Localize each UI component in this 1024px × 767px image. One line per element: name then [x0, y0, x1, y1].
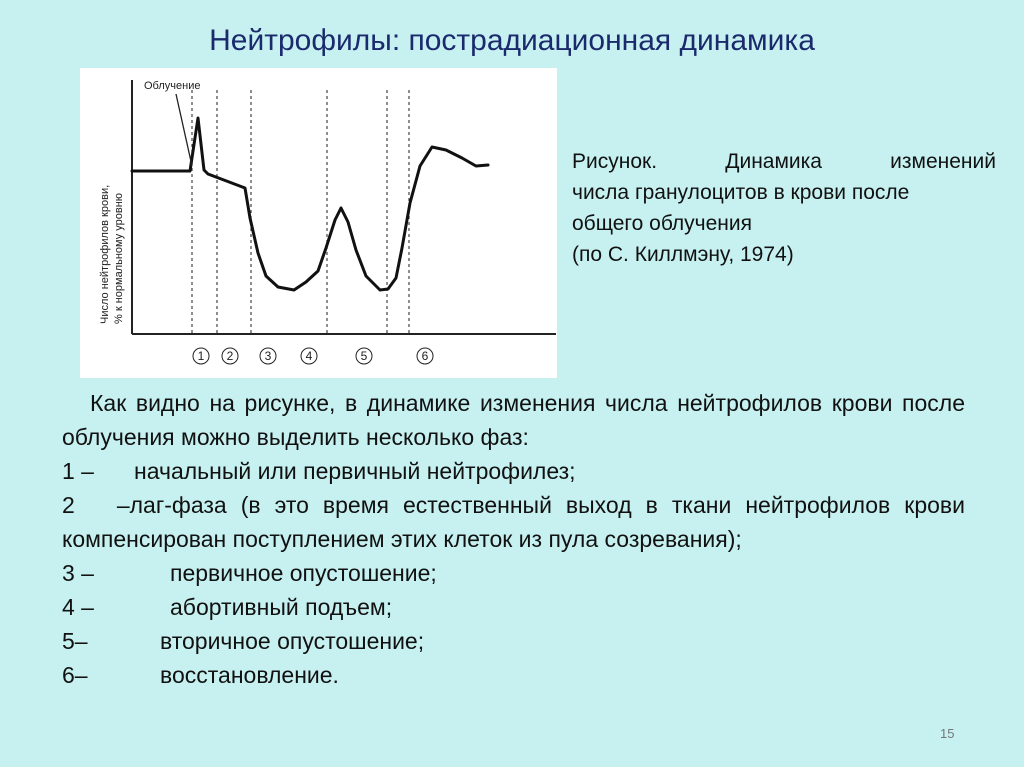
phase-marker-4: 4 [305, 349, 313, 363]
caption-line-3: общего облучения [572, 212, 752, 235]
phase-item-1-number: 1 – [62, 458, 94, 484]
y-axis-label-line1: Число нейтрофилов крови, [99, 184, 111, 324]
y-axis-label-line2: % к нормальному уровню [113, 192, 125, 324]
phase-item-4-number: 4 – [62, 594, 94, 620]
phase-item-4 [62, 590, 965, 624]
phase-item-2-text: –лаг-фаза (в это время естественный выход в ткани нейтрофилов крови компенсирован поступлением этих клеток из пула созревания); [62, 492, 965, 552]
y-axis-label [99, 185, 125, 324]
phase-item-4-text: абортивный подъем; [170, 594, 393, 620]
phase-marker-5: 5 [360, 349, 368, 363]
intro-paragraph: Как видно на рисунке, в динамике изменения числа нейтрофилов крови после облучения можно выделить несколько фаз: [62, 390, 965, 450]
phase-marker-6: 6 [421, 349, 429, 363]
phase-item-6 [62, 658, 965, 692]
slide-title: Нейтрофилы: пострадиационная динамика [209, 24, 815, 57]
phase-marker-2: 2 [226, 349, 234, 363]
caption-line-4: (по С. Киллмэну, 1974) [572, 243, 794, 266]
figure-caption [572, 146, 996, 270]
phase-item-3-number: 3 – [62, 560, 94, 586]
phase-item-2 [62, 488, 965, 556]
phase-item-2-number: 2 [62, 492, 75, 518]
neutrophil-dynamics-graph [80, 68, 557, 378]
phase-item-6-number: 6– [62, 662, 88, 688]
phase-item-1 [62, 454, 965, 488]
phase-separators [192, 90, 409, 334]
neutrophil-curve [132, 118, 488, 290]
phase-marker-1: 1 [197, 349, 205, 363]
page-number: 15 [940, 726, 955, 741]
phase-item-5-text: вторичное опустошение; [160, 628, 425, 654]
caption-line-2: числа гранулоцитов в крови после [572, 181, 910, 204]
phase-item-6-text: восстановление. [160, 662, 339, 688]
phase-item-3-text: первичное опустошение; [170, 560, 437, 586]
phase-marker-3: 3 [264, 349, 272, 363]
caption-line-1: Рисунок. Динамика изменений [572, 150, 996, 173]
phase-item-1-text: начальный или первичный нейтрофилез; [134, 458, 576, 484]
body-text [62, 386, 965, 692]
irradiation-label: Облучение [144, 80, 201, 92]
irradiation-pointer [176, 94, 192, 166]
phase-item-3 [62, 556, 965, 590]
phase-item-5-number: 5– [62, 628, 88, 654]
phase-markers [193, 348, 433, 364]
graph-figure [80, 68, 557, 378]
phase-item-5 [62, 624, 965, 658]
